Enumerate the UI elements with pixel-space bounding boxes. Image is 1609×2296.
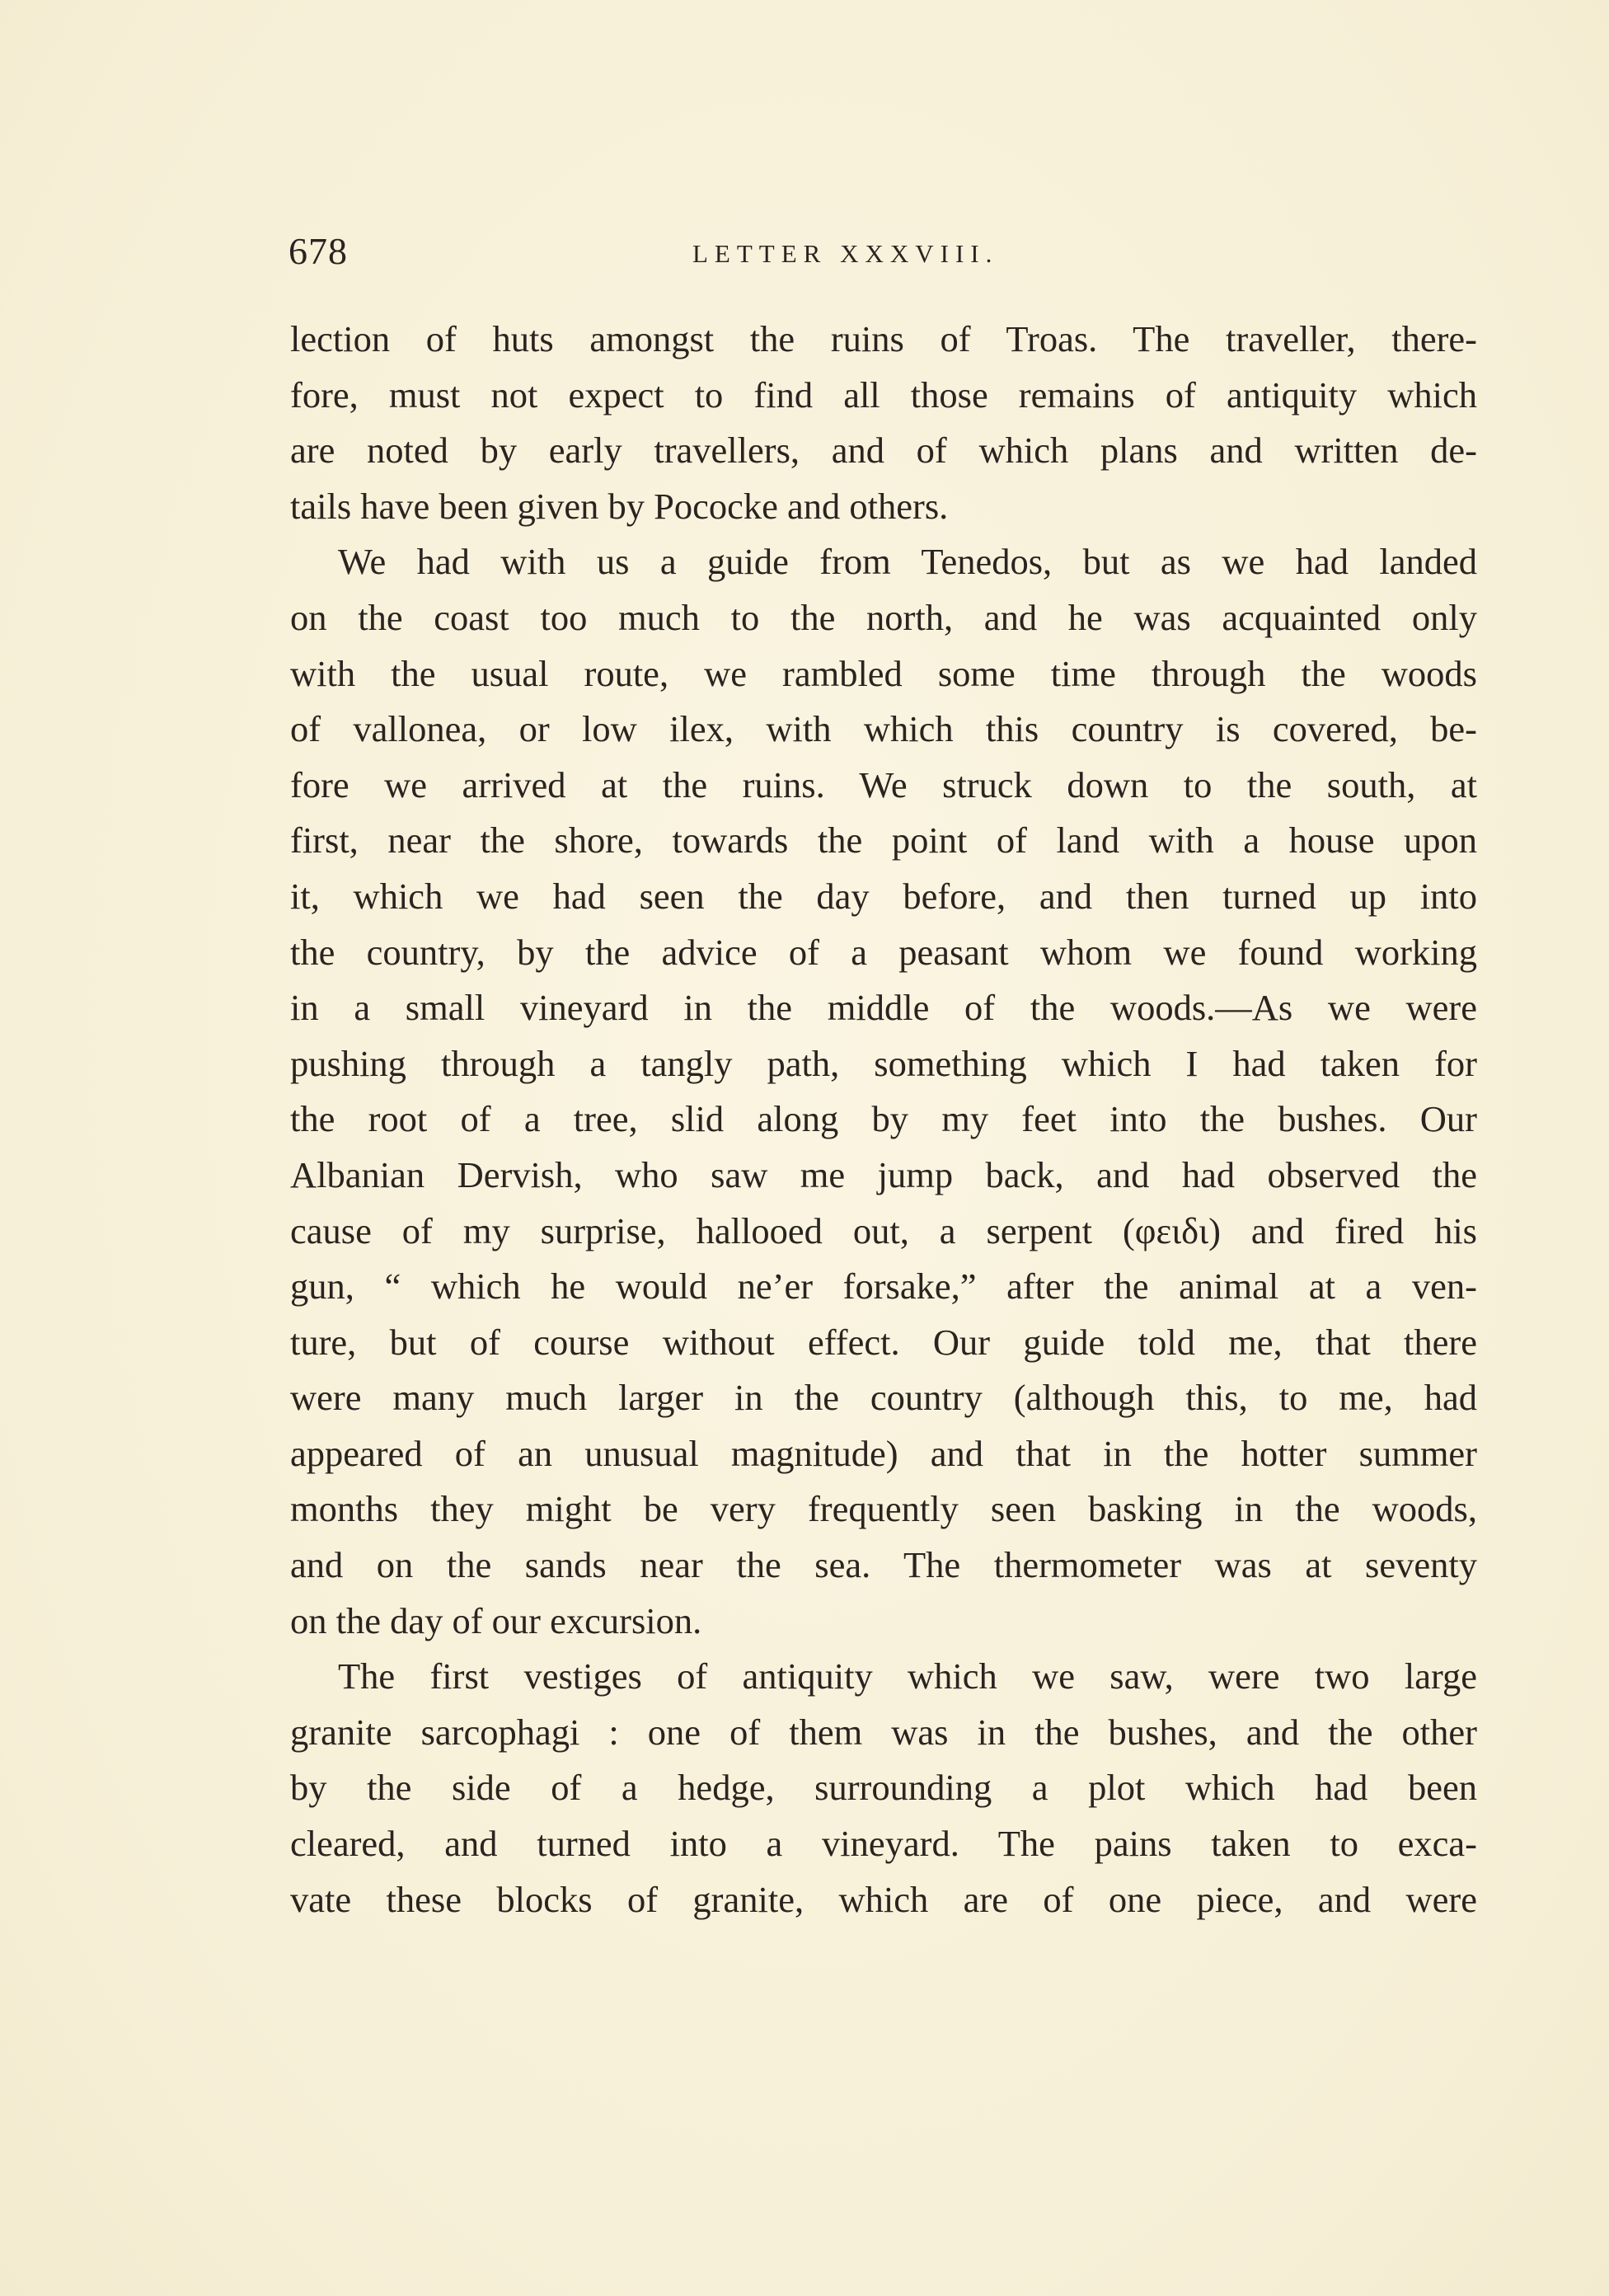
text-line: appeared of an unusual magnitude) and that in the hotter summer: [290, 1432, 1477, 1474]
text-line: cleared, and turned into a vineyard. The pains taken to exca-: [290, 1823, 1477, 1865]
text-line: in a small vineyard in the middle of the woods.—As we were: [290, 987, 1477, 1029]
text-line: with the usual route, we rambled some time through the woods: [290, 652, 1477, 694]
text-line: months they might be very frequently seen basking in the woods,: [290, 1488, 1477, 1530]
text-line: cause of my surprise, hallooed out, a serpent (φειδι) and fired his: [290, 1209, 1477, 1251]
text-line: on the coast too much to the north, and he was acquainted only: [290, 596, 1477, 638]
text-line: granite sarcophagi : one of them was in the bushes, and the other: [290, 1711, 1477, 1753]
page-header: [288, 229, 1475, 279]
text-line: The first vestiges of antiquity which we saw, were two large: [338, 1655, 1477, 1697]
text-line: ture, but of course without effect. Our guide told me, that there: [290, 1321, 1477, 1363]
body-text: [290, 312, 1477, 1927]
running-head: LETTER XXXVIII.: [692, 239, 999, 268]
paragraph: [290, 1649, 1477, 1927]
text-line: pushing through a tangly path, something which I had taken for: [290, 1042, 1477, 1084]
text-line: the root of a tree, slid along by my feet into the bushes. Our: [290, 1098, 1477, 1140]
text-line: vate these blocks of granite, which are of one piece, and were: [290, 1878, 1477, 1920]
paragraph: [290, 534, 1477, 1649]
text-line: gun, “ which he would ne’er forsake,” after the animal at a ven-: [290, 1265, 1477, 1308]
text-line: tails have been given by Pococke and others.: [290, 485, 949, 527]
text-line: were many much larger in the country (although this, to me, had: [290, 1377, 1477, 1419]
text-line: fore we arrived at the ruins. We struck down to the south, at: [290, 763, 1477, 805]
text-line: lection of huts amongst the ruins of Troas. The traveller, there-: [290, 318, 1477, 359]
text-line: the country, by the advice of a peasant whom we found working: [290, 931, 1477, 973]
text-line: on the day of our excursion.: [290, 1599, 702, 1641]
text-line: are noted by early travellers, and of which plans and written de-: [290, 430, 1477, 472]
text-line: first, near the shore, towards the point of land with a house upon: [290, 819, 1477, 862]
text-line: by the side of a hedge, surrounding a plot which had been: [290, 1767, 1477, 1809]
page-number: 678: [288, 230, 348, 272]
text-line: We had with us a guide from Tenedos, but as we had landed: [338, 541, 1477, 583]
text-line: Albanian Dervish, who saw me jump back, and had observed the: [290, 1153, 1477, 1195]
text-line: fore, must not expect to find all those remains of antiquity which: [290, 373, 1477, 416]
text-line: it, which we had seen the day before, and then turned up into: [290, 875, 1477, 917]
paragraph: [290, 312, 1477, 534]
text-line: and on the sands near the sea. The thermometer was at seventy: [290, 1544, 1477, 1586]
text-line: of vallonea, or low ilex, with which this country is covered, be-: [290, 708, 1477, 750]
